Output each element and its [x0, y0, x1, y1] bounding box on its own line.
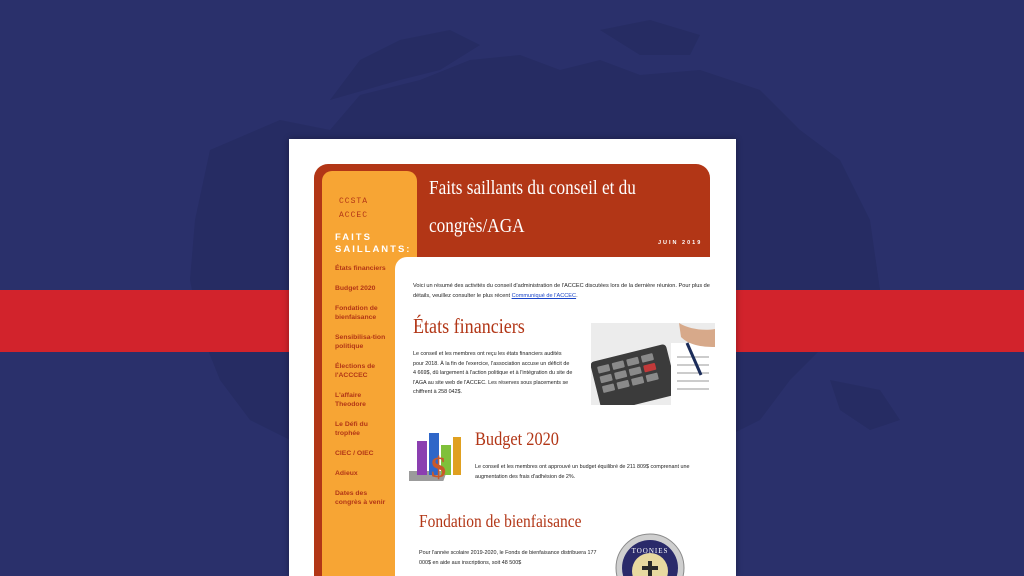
toc-label: Dates des congrès à venir [335, 490, 386, 506]
section-body-budget: Le conseil et les membres ont approuvé un budget équilibré de 211 809$ comprenant une augmentation des frais d'adhésion de 2%. [475, 464, 690, 480]
section-title-etats-financiers: États financiers [413, 314, 525, 338]
toonies-coin-image [615, 533, 685, 576]
sidebar-heading [335, 232, 411, 256]
sidebar-heading-line-1: FAITS [335, 232, 372, 243]
svg-text:$: $ [431, 451, 446, 484]
section-body-etats-financiers: Le conseil et les membres ont reçu les états financiers audités pour 2018. À la fin de l'exercice, l'association accuse un déficit de 4 669$, dû largement à l'action politique et à l'intégration du site de l'AGA au site web de l'ACCEC. Les réserves sous placements se chiffrent à 258 042$. [413, 351, 573, 396]
issue-date: JUIN 2019 [658, 240, 703, 246]
section-title-budget: Budget 2020 [475, 429, 559, 450]
org-line-2: ACCEC [339, 211, 369, 220]
communique-link[interactable]: Communiqué de l'ACCEC [511, 293, 577, 299]
sidebar-heading-line-2: SAILLANTS: [335, 244, 412, 255]
toc-label: États financiers [335, 265, 386, 272]
newsletter-page [289, 139, 736, 576]
intro-paragraph [413, 281, 713, 301]
toc-label: Sensibilisa-tion politique [335, 334, 386, 350]
coin-label: TOONIES [631, 547, 669, 555]
toc-label: Le Défi du trophée [335, 421, 368, 437]
title-line-2: congrès/AGA [429, 215, 525, 237]
section-title-fondation: Fondation de bienfaisance [419, 511, 582, 531]
budget-chart-icon [409, 427, 465, 485]
toc-label: CIEC / OIEC [335, 450, 374, 457]
toc-label: Fondation de bienfaisance [335, 305, 378, 321]
toc-label: Adieux [335, 470, 358, 477]
toc-label: Budget 2020 [335, 285, 376, 292]
org-name [339, 195, 368, 223]
intro-text: Voici un résumé des activités du conseil d'administration de l'ACCEC discutées lors de la dernière réunion. Pour plus de détails, veuillez consulter le plus récent [413, 283, 710, 299]
title-line-1: Faits saillants du conseil et du [429, 177, 636, 199]
newsletter-title [429, 169, 670, 245]
calculator-image [591, 323, 715, 405]
org-line-1: CCSTA [339, 197, 369, 206]
toc-label: L'affaire Theodore [335, 392, 366, 408]
main-content [395, 257, 736, 576]
section-body-fondation: Pour l'année scolaire 2019-2020, le Fonds de bienfaisance distribuera 177 000$ en aide aux inscriptions, soit 48 500$ [419, 550, 597, 566]
intro-end: . [576, 293, 578, 299]
toc-label: Élections de l'ACCCEC [335, 363, 376, 379]
